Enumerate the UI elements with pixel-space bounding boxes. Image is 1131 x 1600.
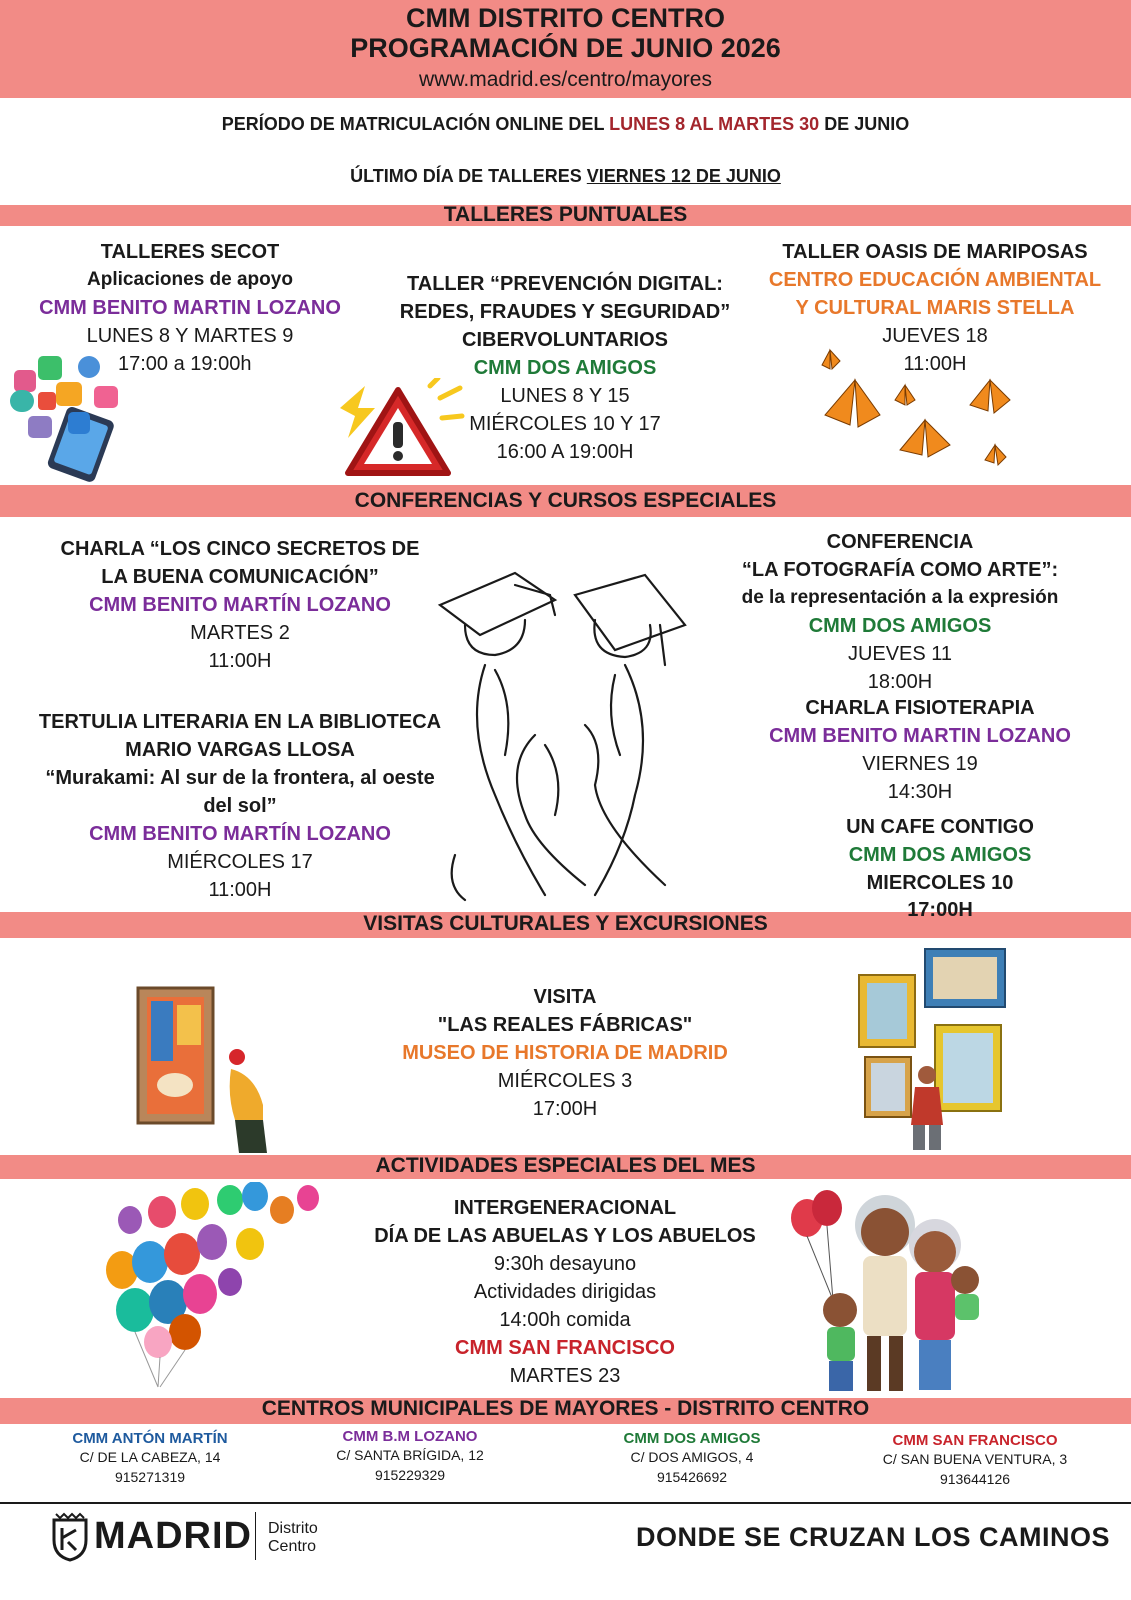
section-title-centros: CENTROS MUNICIPALES DE MAYORES - DISTRITO CENTRO	[261, 1397, 870, 1420]
district-line-1: Distrito	[268, 1520, 318, 1537]
visita-time: 17:00H	[532, 1098, 598, 1120]
tertulia-book-1: “Murakami: Al sur de la frontera, al oeste	[45, 767, 435, 789]
conf-cafe	[780, 813, 1100, 897]
especial-block	[355, 1194, 775, 1390]
fotografia-day: JUEVES 11	[847, 643, 953, 665]
phone-apps-icon	[8, 352, 128, 482]
digital-time: 16:00 A 19:00H	[496, 441, 634, 463]
visita-place: MUSEO DE HISTORIA DE MADRID	[402, 1042, 728, 1064]
footer-divider	[0, 1502, 1131, 1504]
digital-org: CIBERVOLUNTARIOS	[462, 329, 668, 351]
centro-name: CMM ANTÓN MARTÍN	[72, 1430, 228, 1447]
centro-phone: 915229329	[374, 1467, 446, 1483]
district-line-2: Centro	[268, 1538, 317, 1555]
charla-day: MARTES 2	[190, 622, 290, 644]
digital-days-2: MIÉRCOLES 10 Y 17	[469, 413, 661, 435]
balloons-icon	[100, 1182, 325, 1392]
charla-title-2: LA BUENA COMUNICACIÓN”	[101, 566, 379, 588]
district-label	[268, 1520, 318, 1556]
header-title-2: PROGRAMACIÓN DE JUNIO 2026	[350, 33, 781, 63]
fotografia-time: 18:00H	[867, 671, 933, 693]
fisioterapia-title: CHARLA FISIOTERAPIA	[805, 697, 1035, 719]
warning-icon	[330, 378, 465, 483]
charla-time: 11:00H	[208, 650, 272, 672]
conf-tertulia	[20, 708, 460, 904]
enrollment-range: LUNES 8 AL MARTES 30	[609, 114, 820, 134]
header-title-1: CMM DISTRITO CENTRO	[406, 3, 725, 33]
tertulia-center: CMM BENITO MARTÍN LOZANO	[89, 823, 391, 845]
visita-block	[380, 983, 750, 1123]
madrid-logo-text: MADRID	[94, 1515, 252, 1557]
centro-name: CMM B.M LOZANO	[342, 1428, 478, 1445]
digital-center: CMM DOS AMIGOS	[473, 357, 657, 379]
footer-slogan: DONDE SE CRUZAN LOS CAMINOS	[636, 1522, 1111, 1552]
tertulia-title-2: MARIO VARGAS LLOSA	[125, 739, 355, 761]
centro-name: CMM SAN FRANCISCO	[892, 1432, 1058, 1449]
section-title-especiales: ACTIVIDADES ESPECIALES DEL MES	[375, 1154, 756, 1177]
especial-line-1: 9:30h desayuno	[493, 1253, 637, 1275]
secot-time: 17:00 a 19:00h	[118, 353, 252, 375]
logo-divider	[255, 1512, 256, 1560]
last-day	[0, 166, 1131, 187]
centro-address: C/ SANTA BRÍGIDA, 12	[336, 1447, 484, 1463]
centro-bm-lozano	[290, 1428, 530, 1485]
especial-day: MARTES 23	[509, 1365, 621, 1387]
centro-address: C/ SAN BUENA VENTURA, 3	[882, 1451, 1068, 1467]
centro-phone: 913644126	[939, 1471, 1011, 1487]
fisioterapia-day: VIERNES 19	[862, 753, 978, 775]
fisioterapia-center: CMM BENITO MARTIN LOZANO	[769, 725, 1071, 747]
centro-name: CMM DOS AMIGOS	[623, 1430, 761, 1447]
enrollment-period	[0, 114, 1131, 135]
especial-line-2: Actividades dirigidas	[473, 1281, 657, 1303]
especial-line-3: 14:00h comida	[499, 1309, 631, 1331]
mariposas-center-2: Y CULTURAL MARIS STELLA	[795, 297, 1075, 319]
visita-day: MIÉRCOLES 3	[497, 1070, 633, 1092]
fotografia-subtitle: de la representación a la expresión	[741, 587, 1059, 608]
conf-fisioterapia	[740, 694, 1100, 806]
secot-title: TALLERES SECOT	[100, 241, 280, 263]
fisioterapia-time: 14:30H	[887, 781, 953, 803]
digital-days-1: LUNES 8 Y 15	[500, 385, 630, 407]
fotografia-title-1: CONFERENCIA	[826, 531, 974, 553]
section-title-visitas: VISITAS CULTURALES Y EXCURSIONES	[363, 912, 768, 935]
especial-center: CMM SAN FRANCISCO	[455, 1337, 675, 1359]
charla-title-1: CHARLA “LOS CINCO SECRETOS DE	[60, 538, 420, 560]
centro-address: C/ DOS AMIGOS, 4	[630, 1449, 754, 1465]
centro-anton-martin	[30, 1430, 270, 1487]
butterflies-icon	[810, 345, 1030, 470]
enrollment-prefix: PERÍODO DE MATRICULACIÓN ONLINE DEL	[221, 114, 605, 134]
last-day-date: VIERNES 12 DE JUNIO	[586, 166, 781, 186]
centro-phone: 915426692	[656, 1469, 728, 1485]
fotografia-title-2: “LA FOTOGRAFÍA COMO ARTE”:	[741, 559, 1059, 581]
digital-title-1: TALLER “PREVENCIÓN DIGITAL:	[407, 273, 723, 295]
section-title-talleres: TALLERES PUNTUALES	[443, 203, 688, 226]
madrid-crest-icon	[50, 1512, 90, 1562]
especial-title-1: INTERGENERACIONAL	[453, 1197, 677, 1219]
tertulia-title-1: TERTULIA LITERARIA EN LA BIBLIOTECA	[38, 711, 442, 733]
especial-title-2: DÍA DE LAS ABUELAS Y LOS ABUELOS	[374, 1225, 756, 1247]
cafe-day: MIERCOLES 10	[866, 872, 1014, 894]
charla-center: CMM BENITO MARTÍN LOZANO	[89, 594, 391, 616]
museum-visitor-icon	[135, 985, 285, 1155]
centro-phone: 915271319	[114, 1469, 186, 1485]
tertulia-time: 11:00H	[208, 879, 272, 901]
secot-days: LUNES 8 Y MARTES 9	[86, 325, 294, 347]
conf-charla	[30, 535, 450, 675]
taller-secot	[20, 238, 360, 350]
fotografia-center: CMM DOS AMIGOS	[808, 615, 992, 637]
visita-title-2: "LAS REALES FÁBRICAS"	[437, 1014, 693, 1036]
secot-subtitle: Aplicaciones de apoyo	[87, 269, 293, 290]
graduation-caps-icon	[425, 565, 715, 905]
visita-title-1: VISITA	[533, 986, 597, 1008]
cafe-title: UN CAFE CONTIGO	[846, 816, 1034, 838]
section-title-conferencias: CONFERENCIAS Y CURSOS ESPECIALES	[354, 489, 777, 512]
cafe-time: 17:00H	[907, 899, 973, 921]
gallery-portraits-icon	[855, 945, 1015, 1155]
conf-fotografia	[730, 528, 1070, 696]
enrollment-suffix: DE JUNIO	[824, 114, 910, 134]
grandparents-family-icon	[785, 1190, 1000, 1395]
centro-dos-amigos	[572, 1430, 812, 1487]
secot-center: CMM BENITO MARTIN LOZANO	[39, 297, 341, 319]
digital-title-2: REDES, FRAUDES Y SEGURIDAD”	[399, 301, 731, 323]
cafe-center: CMM DOS AMIGOS	[848, 844, 1032, 866]
centro-address: C/ DE LA CABEZA, 14	[79, 1449, 221, 1465]
tertulia-day: MIÉRCOLES 17	[167, 851, 313, 873]
tertulia-book-2: del sol”	[203, 795, 277, 817]
mariposas-day: JUEVES 18	[882, 325, 988, 347]
header-url[interactable]: www.madrid.es/centro/mayores	[419, 68, 712, 91]
last-day-prefix: ÚLTIMO DÍA DE TALLERES	[350, 166, 582, 186]
mariposas-center-1: CENTRO EDUCACIÓN AMBIENTAL	[768, 269, 1102, 291]
centro-san-francisco	[840, 1432, 1110, 1489]
mariposas-title: TALLER OASIS DE MARIPOSAS	[782, 241, 1088, 263]
mariposas-time: 11:00H	[903, 353, 967, 375]
